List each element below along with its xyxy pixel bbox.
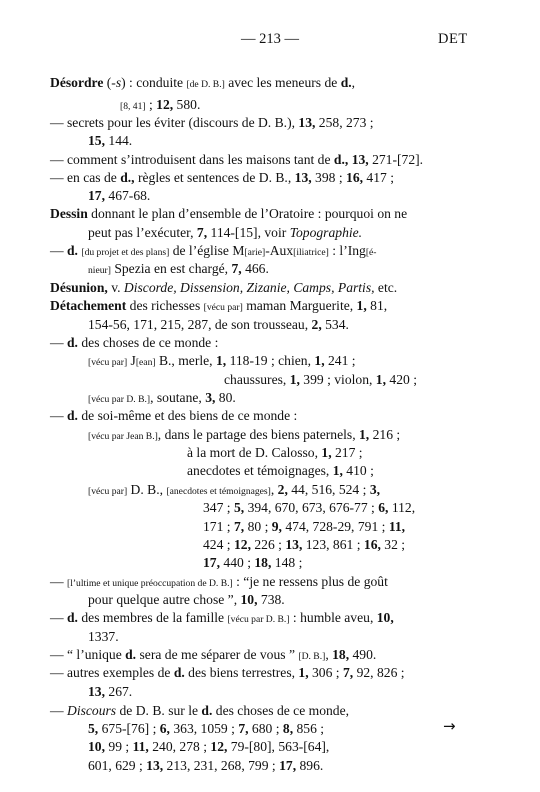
- bold-text: 1,: [314, 353, 325, 368]
- entry-line: [50, 574, 388, 592]
- bracket-note: nieur]: [88, 265, 111, 276]
- bold-text: 18,: [332, 647, 350, 662]
- bold-text: 1,: [321, 445, 332, 460]
- bold-text: 1,: [298, 665, 309, 680]
- entry-line: [88, 739, 329, 755]
- text-run: 420 ;: [386, 372, 417, 387]
- text-run: D. B.,: [127, 482, 167, 497]
- bracket-note: [vécu par]: [88, 357, 128, 368]
- text-run: 675-[76] ;: [98, 721, 160, 736]
- bold-text: d.: [201, 703, 213, 718]
- text-run: 81,: [366, 298, 388, 313]
- italic-text: Discours: [67, 703, 117, 718]
- bold-text: 13,: [298, 115, 316, 130]
- text-run: 534.: [321, 317, 349, 332]
- text-run: : l’Ing: [328, 243, 366, 258]
- text-run: 306 ;: [308, 665, 343, 680]
- text-run: 171 ;: [203, 519, 234, 534]
- text-run: 271-[72].: [368, 152, 424, 167]
- text-run: anecdotes et témoignages,: [187, 463, 333, 478]
- text-run: de D. B. sur le: [116, 703, 202, 718]
- text-run: (: [103, 75, 112, 90]
- bold-text: 2,: [277, 482, 288, 497]
- text-run: des biens terrestres,: [184, 665, 299, 680]
- text-run: 1337.: [88, 629, 119, 644]
- bold-text: 17,: [203, 555, 220, 570]
- bold-text: d.: [67, 243, 78, 258]
- entry-line: [50, 206, 407, 222]
- text-run: 79-[80], 563-[64],: [227, 739, 330, 754]
- bold-text: 10,: [376, 610, 394, 625]
- text-run: maman Marguerite,: [242, 298, 357, 313]
- text-run: 580.: [173, 97, 201, 112]
- bold-text: 7,: [342, 665, 354, 680]
- text-run: — autres exemples de: [50, 665, 174, 680]
- entry-line: [203, 519, 405, 535]
- text-run: etc.: [374, 280, 398, 295]
- bracket-note: [D. B.]: [298, 651, 326, 662]
- text-run: sera de me séparer de vous ”: [136, 647, 299, 662]
- bracket-note: [arie]: [244, 247, 266, 258]
- bold-text: 2,: [311, 317, 322, 332]
- entry-line: [224, 372, 417, 388]
- text-run: -Aux: [265, 243, 294, 258]
- text-run: 216 ;: [369, 427, 401, 442]
- entry-line: [120, 97, 200, 115]
- text-run: de l’église M: [169, 243, 245, 258]
- bracket-note: [vécu par]: [203, 302, 243, 313]
- text-run: —: [50, 610, 67, 625]
- bracket-note: [anecdotes et témoignages]: [166, 486, 271, 497]
- continue-arrow-icon: →: [443, 717, 456, 735]
- bold-text: 12,: [210, 739, 228, 754]
- text-run: Spezia en est chargé,: [110, 261, 232, 276]
- entry-line: [50, 152, 423, 168]
- entry-line: [88, 684, 132, 700]
- bold-text: 7,: [231, 261, 242, 276]
- text-run: à la mort de D. Calosso,: [187, 445, 322, 460]
- text-run: 738.: [257, 592, 285, 607]
- page-number: — 213 —: [241, 31, 299, 47]
- bracket-note: [l’ultime et unique préoccupation de D. B.]: [67, 578, 233, 589]
- text-run: —: [50, 243, 67, 258]
- entry-line: [203, 500, 415, 516]
- bracket-note: [vécu par D. B.]: [88, 394, 151, 405]
- entry-line: [88, 261, 269, 279]
- text-run: 92, 826 ;: [353, 665, 405, 680]
- bold-text: 1,: [356, 298, 367, 313]
- bold-text: 17,: [279, 758, 297, 773]
- text-run: —: [50, 335, 67, 350]
- text-run: 417 ;: [363, 170, 394, 185]
- text-run: 217 ;: [331, 445, 363, 460]
- bold-text: d.: [67, 408, 78, 423]
- text-run: — en cas de: [50, 170, 121, 185]
- entry-line: [50, 243, 377, 261]
- entry-line: [50, 280, 397, 296]
- bold-text: 8,: [282, 721, 294, 736]
- bold-text: d.,: [120, 170, 135, 185]
- text-run: 363, 1059 ;: [169, 721, 239, 736]
- entry-line: [203, 537, 405, 553]
- bold-text: 3,: [205, 390, 216, 405]
- bold-text: 15,: [88, 133, 105, 148]
- text-run: ,: [270, 482, 278, 497]
- entry-line: [187, 463, 374, 479]
- text-run: des choses de ce monde,: [212, 703, 350, 718]
- bold-text: 6,: [159, 721, 170, 736]
- bold-text: 7,: [233, 519, 245, 534]
- bold-text: 7,: [238, 721, 249, 736]
- entry-line: [88, 390, 236, 408]
- text-run: ) : conduite: [121, 75, 187, 90]
- text-run: J: [127, 353, 136, 368]
- bold-text: 12,: [233, 537, 251, 552]
- text-run: donnant le plan d’ensemble de l’Oratoire : pourquoi on ne: [87, 206, 408, 221]
- text-run: , soutane,: [150, 390, 206, 405]
- text-run: peut pas l’exécuter,: [88, 225, 197, 240]
- text-run: — comment s’introduisent dans les maisons tant de: [50, 152, 334, 167]
- bold-text: Désunion,: [50, 280, 108, 295]
- text-run: 144.: [105, 133, 133, 148]
- bold-text: 5,: [88, 721, 99, 736]
- text-run: : humble aveu,: [289, 610, 377, 625]
- bold-text: d.: [67, 610, 78, 625]
- bold-text: 3,: [369, 482, 381, 497]
- bold-text: 1,: [375, 372, 386, 387]
- bold-text: d.: [340, 75, 352, 90]
- text-run: 410 ;: [342, 463, 374, 478]
- text-run: des richesses: [126, 298, 204, 313]
- bold-text: 11,: [132, 739, 149, 754]
- text-run: 466.: [241, 261, 269, 276]
- entry-line: [50, 647, 376, 665]
- text-run: de soi-même et des biens de ce monde :: [77, 408, 298, 423]
- bracket-note: [iliatrice]: [293, 247, 329, 258]
- text-run: —: [50, 574, 67, 589]
- text-run: 267.: [105, 684, 133, 699]
- bold-text: 17,: [88, 188, 105, 203]
- entry-line: [88, 353, 356, 371]
- bold-text: 18,: [254, 555, 272, 570]
- italic-text: Discorde, Dissension, Zizanie, Camps, Partis,: [123, 280, 375, 295]
- bold-text: 11,: [388, 519, 406, 534]
- italic-text: -s: [111, 75, 122, 90]
- text-run: 240, 278 ;: [148, 739, 211, 754]
- text-run: v.: [107, 280, 124, 295]
- text-run: ;: [145, 97, 157, 112]
- entry-line: [50, 408, 297, 424]
- entry-line: [88, 133, 132, 149]
- entry-line: [187, 445, 363, 461]
- bracket-note: [8, 41]: [120, 101, 146, 112]
- text-run: ,: [325, 647, 333, 662]
- bracket-note: [du projet et des plans]: [81, 247, 170, 258]
- bold-text: 9,: [271, 519, 282, 534]
- bold-text: 16,: [363, 537, 381, 552]
- text-run: chaussures,: [224, 372, 290, 387]
- text-run: 154-56, 171, 215, 287, de son trousseau,: [88, 317, 312, 332]
- text-run: 398 ;: [311, 170, 347, 185]
- text-run: — “ l’unique: [50, 647, 126, 662]
- text-run: 80.: [215, 390, 236, 405]
- text-run: pour quelque autre chose ”,: [88, 592, 241, 607]
- entry-line: [203, 555, 302, 571]
- text-run: 114-[15], voir: [207, 225, 290, 240]
- text-run: 399 ; violon,: [299, 372, 376, 387]
- entry-line: [88, 225, 362, 241]
- text-run: , dans le partage des biens paternels,: [157, 427, 359, 442]
- entry-line: [88, 317, 349, 333]
- text-run: : “je ne ressens plus de goût: [232, 574, 388, 589]
- bold-text: 13,: [285, 537, 303, 552]
- text-run: règles et sentences de D. B.,: [134, 170, 295, 185]
- bold-text: 10,: [88, 739, 105, 754]
- text-run: 856 ;: [293, 721, 325, 736]
- index-keyword: DET: [438, 31, 468, 47]
- bold-text: 1,: [289, 372, 300, 387]
- text-run: ,: [351, 75, 356, 90]
- text-run: 226 ;: [250, 537, 286, 552]
- bold-text: d.: [125, 647, 137, 662]
- text-run: 347 ;: [203, 500, 234, 515]
- entry-line: [50, 115, 374, 131]
- text-run: B., merle,: [155, 353, 216, 368]
- bold-text: 10,: [240, 592, 258, 607]
- text-run: 99 ;: [105, 739, 133, 754]
- entry-line: [88, 629, 119, 645]
- entry-line: [50, 703, 349, 719]
- entry-line: [88, 482, 380, 500]
- bold-text: 16,: [346, 170, 364, 185]
- bracket-note: [é-: [365, 247, 377, 258]
- entry-line: [50, 170, 394, 186]
- bracket-note: [vécu par Jean B.]: [88, 431, 158, 442]
- entry-line: [88, 758, 323, 774]
- text-run: 44, 516, 524 ;: [287, 482, 370, 497]
- bold-text: 6,: [378, 500, 389, 515]
- bold-text: d.: [67, 335, 78, 350]
- bracket-note: [vécu par]: [88, 486, 128, 497]
- text-run: 601, 629 ;: [88, 758, 147, 773]
- text-run: 467-68.: [105, 188, 151, 203]
- text-run: 474, 728-29, 791 ;: [281, 519, 389, 534]
- bold-text: 1,: [215, 353, 227, 368]
- text-run: — secrets pour les éviter (discours de D. B.),: [50, 115, 299, 130]
- entry-line: [50, 75, 355, 93]
- entry-line: [50, 665, 405, 681]
- entry-line: [50, 335, 218, 351]
- text-run: 490.: [349, 647, 377, 662]
- text-run: 258, 273 ;: [315, 115, 374, 130]
- text-run: 112,: [388, 500, 416, 515]
- text-run: avec les meneurs de: [224, 75, 341, 90]
- text-run: 896.: [296, 758, 324, 773]
- bold-text: 13,: [88, 684, 105, 699]
- bold-text: d.,: [333, 152, 349, 167]
- text-run: 148 ;: [271, 555, 303, 570]
- bold-text: 13,: [146, 758, 164, 773]
- bold-text: 12,: [156, 97, 174, 112]
- bold-text: Désordre: [50, 75, 104, 90]
- bold-text: 7,: [196, 225, 208, 240]
- text-run: —: [50, 703, 67, 718]
- bold-text: 13,: [294, 170, 312, 185]
- bold-text: Détachement: [50, 298, 127, 313]
- text-run: 32 ;: [380, 537, 406, 552]
- text-run: 424 ;: [203, 537, 234, 552]
- bracket-note: [ean]: [135, 357, 156, 368]
- text-run: 440 ;: [220, 555, 255, 570]
- entry-line: [88, 721, 324, 737]
- bold-text: d.: [173, 665, 185, 680]
- entry-line: [50, 298, 387, 316]
- bold-text: 1,: [332, 463, 343, 478]
- bold-text: 5,: [233, 500, 245, 515]
- bold-text: 1,: [359, 427, 370, 442]
- italic-text: Topographie.: [289, 225, 363, 240]
- bracket-note: [vécu par D. B.]: [227, 614, 290, 625]
- text-run: —: [50, 408, 67, 423]
- text-run: 213, 231, 268, 799 ;: [163, 758, 280, 773]
- entry-line: [50, 610, 394, 628]
- text-run: 680 ;: [248, 721, 283, 736]
- bold-text: Dessin: [50, 206, 88, 221]
- text-run: des membres de la famille: [77, 610, 228, 625]
- bold-text: 13,: [351, 152, 369, 167]
- text-run: 118-19 ; chien,: [226, 353, 315, 368]
- bracket-note: [de D. B.]: [186, 79, 225, 90]
- entry-line: [88, 188, 150, 204]
- text-run: 394, 670, 673, 676-77 ;: [244, 500, 379, 515]
- text-run: 241 ;: [324, 353, 356, 368]
- text-run: 80 ;: [244, 519, 272, 534]
- entry-line: [88, 427, 400, 445]
- text-run: 123, 861 ;: [302, 537, 364, 552]
- entry-line: [88, 592, 285, 608]
- text-run: des choses de ce monde :: [77, 335, 219, 350]
